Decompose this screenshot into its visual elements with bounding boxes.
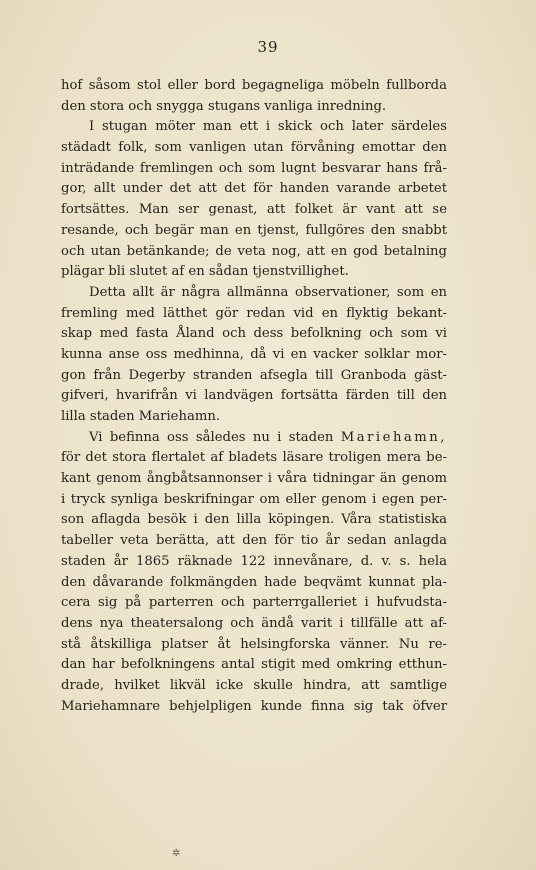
text-line: i tryck synliga beskrifningar om eller genom i egen per- — [61, 491, 447, 507]
text-line: cera sig på parterren och parterrgalleriet i hufvudsta- — [61, 595, 447, 611]
text-line: son aflagda besök i den lilla köpingen. Våra statistiska — [61, 512, 447, 528]
text-line: drade, hvilket likväl icke skulle hindra, att samtlige — [61, 677, 447, 693]
text-line: gon från Degerby stranden afsegla till Granboda gäst- — [61, 367, 447, 383]
text-line: stå åtskilliga platser åt helsingforska vänner. Nu re- — [61, 636, 447, 652]
text-line: staden år 1865 räknade 122 innevånare, d. v. s. hela — [61, 553, 447, 569]
text-line: dens nya theatersalong och ändå varit i tillfälle att af- — [61, 615, 447, 631]
text-line: inträdande fremlingen och som lugnt besvarar hans frå- — [61, 160, 447, 176]
text-line: dan har befolkningens antal stigit med omkring etthun- — [61, 657, 447, 673]
text-line-start: Vi befinna oss således nu i staden — [89, 429, 334, 445]
text-line: gor, allt under det att det för handen varande arbetet — [61, 181, 447, 197]
text-line: städadt folk, som vanligen utan förvåning emottar den — [61, 140, 447, 156]
text-line: fremling med lätthet gör redan vid en flyktig bekant- — [61, 305, 447, 321]
text-line: Mariehamnare behjelpligen kunde finna sig tak öfver — [61, 698, 447, 714]
text-line: plägar bli slutet af en sådan tjenstvillighet. — [61, 264, 349, 280]
body-text — [61, 76, 447, 717]
text-line: den dåvarande folkmängden hade beqvämt kunnat pla- — [61, 574, 447, 590]
page-number: 39 — [257, 38, 279, 56]
text-line: kunna anse oss medhinna, då vi en vacker solklar mor- — [61, 346, 447, 362]
text-line: Detta allt är några allmänna observationer, som en — [89, 284, 447, 300]
text-line: tabeller veta berätta, att den för tio år sedan anlagda — [61, 533, 447, 549]
text-line: resande, och begär man en tjenst, fullgöres den snabbt — [61, 222, 447, 238]
ink-speck-icon: ✲ — [172, 848, 181, 859]
text-line: gifveri, hvarifrån vi landvägen fortsätta färden till den — [61, 388, 447, 404]
text-line: lilla staden Mariehamn. — [61, 409, 221, 424]
text-line: kant genom ångbåtsannonser i våra tidningar än genom — [61, 471, 447, 487]
text-line: fortsättes. Man ser genast, att folket är vant att se — [61, 202, 447, 218]
text-line: skap med fasta Åland och dess befolkning och som vi — [61, 326, 447, 342]
text-line: och utan betänkande; de veta nog, att en god betalning — [61, 243, 447, 259]
text-line: hof såsom stol eller bord begagneliga möbeln fullborda — [61, 78, 447, 93]
text-line: för det stora flertalet af bladets läsare troligen mera be- — [61, 450, 447, 466]
text-line-with-spaced-word — [61, 428, 447, 449]
spaced-place-name: Mariehamn, — [340, 429, 447, 445]
text-line: I stugan möter man ett i skick och later särdeles — [89, 119, 447, 135]
text-line: den stora och snygga stugans vanliga inredning. — [61, 98, 387, 114]
